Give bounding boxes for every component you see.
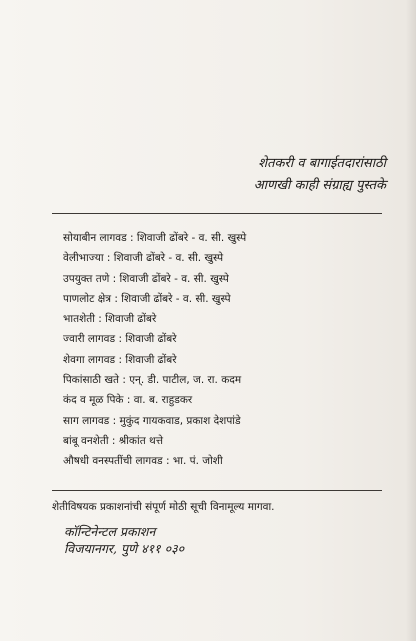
book-list-item: उपयुक्त तणे : शिवाजी ढोंबरे - व. सी. खुस्पे	[63, 272, 229, 285]
book-list-item: पिकांसाठी खते : एन्. डी. पाटील, ज. रा. कदम	[63, 374, 242, 387]
book-list-item: ज्वारी लागवड : शिवाजी ढोंबरे	[63, 333, 177, 346]
book-list-item: कंद व मूळ पिके : वा. ब. राहुडकर	[63, 394, 193, 407]
book-list-item: बांबू वनशेती : श्रीकांत थत्ते	[63, 434, 163, 447]
catalog-note: शेतीविषयक प्रकाशनांची संपूर्ण मोठी सूची विनामूल्य मागवा.	[52, 501, 275, 513]
book-list-item: वेलीभाज्या : शिवाजी ढोंबरे - व. सी. खुस्पे	[63, 252, 224, 265]
publisher-address: विजयानगर, पुणे ४११ ०३०	[64, 541, 185, 556]
publisher-name: कॉन्टिनेन्टल प्रकाशन	[64, 524, 156, 539]
book-list-item: भातशेती : शिवाजी ढोंबरे	[63, 313, 157, 326]
heading-line-1: शेतकरी व बागाईतदारांसाठी	[258, 156, 386, 171]
book-list-item: सोयाबीन लागवड : शिवाजी ढोंबरे - व. सी. खुस्पे	[63, 232, 247, 244]
book-list	[63, 228, 383, 472]
book-list-item: पाणलोट क्षेत्र : शिवाजी ढोंबरे - व. सी. खुस्पे	[63, 292, 231, 305]
book-list-item: साग लागवड : मुकुंद गायकवाड, प्रकाश देशपांडे	[63, 414, 241, 427]
book-list-item: औषधी वनस्पतींची लागवड : भा. पं. जोशी	[63, 455, 223, 468]
section-heading	[196, 153, 386, 197]
top-divider	[52, 213, 382, 214]
book-list-item: शेवगा लागवड : शिवाजी ढोंबरे	[63, 353, 177, 366]
bottom-divider	[52, 490, 382, 491]
heading-line-2: आणखी काही संग्राह्य पुस्तके	[253, 178, 386, 193]
